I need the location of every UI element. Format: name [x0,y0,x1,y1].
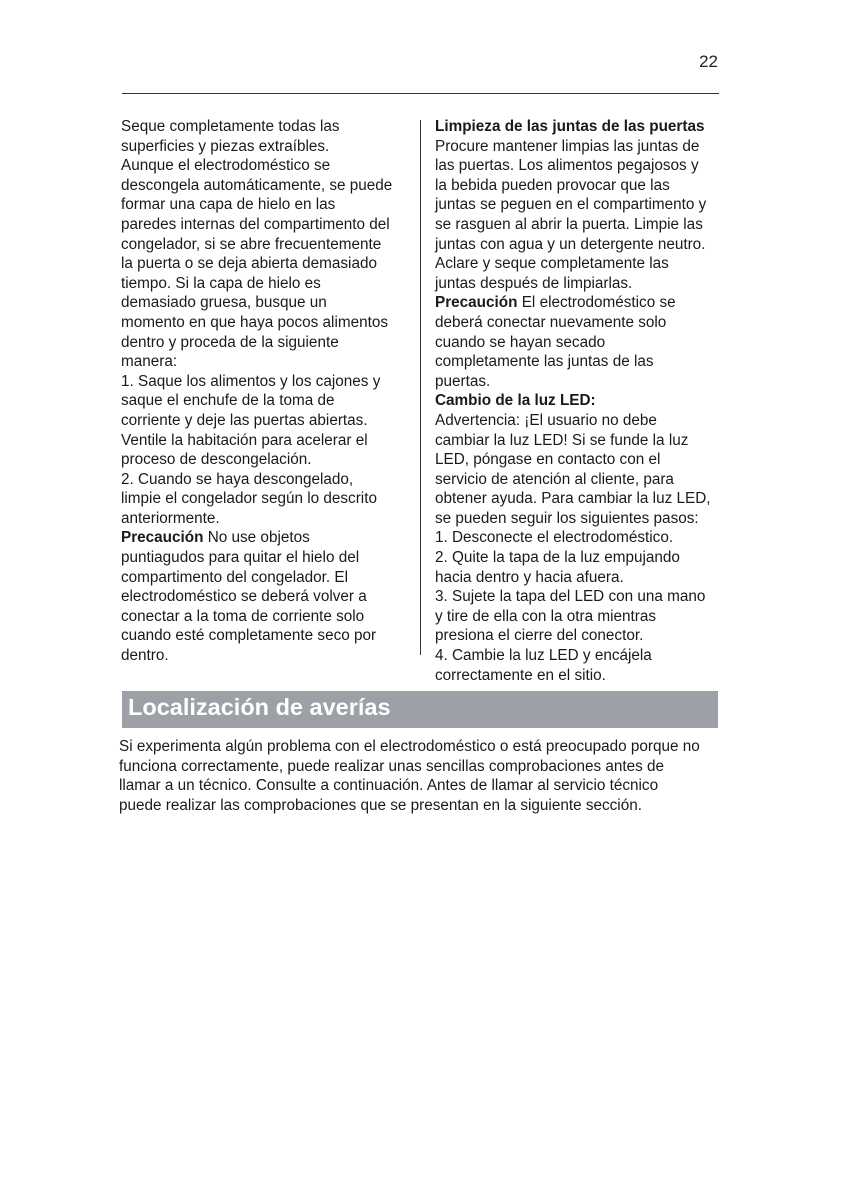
text-line [121,568,408,588]
line-text: paredes internas del compartimento del [121,215,390,233]
line-text: hacia dentro y hacia afuera. [435,568,624,586]
text-line [121,470,408,490]
line-text: 2. Quite la tapa de la luz empujando [435,549,680,567]
text-line [121,293,408,313]
text-line [121,372,408,392]
line-text: anteriormente. [121,509,220,527]
text-line [435,470,719,490]
text-line [121,509,408,529]
line-text: congelador, si se abre frecuentemente [121,235,382,253]
bold-heading: Precaución [121,529,204,547]
line-text: superficies y piezas extraíbles. [121,137,330,155]
text-line [121,117,408,137]
line-text: completamente las juntas de las [435,353,654,371]
line-text: la bebida pueden provocar que las [435,176,670,194]
text-line [435,528,719,548]
text-line [435,333,719,353]
line-text: 1. Saque los alimentos y los cajones y [121,372,381,390]
troubleshooting-intro [119,737,729,815]
intro-line: Si experimenta algún problema con el electrodoméstico o está preocupado porque no [119,738,700,755]
text-line [121,411,408,431]
line-text: descongela automáticamente, se puede [121,176,393,194]
line-text: se rasguen al abrir la puerta. Limpie las [435,215,703,233]
text-line [121,646,408,666]
text-line [121,431,408,451]
line-text: saque el enchufe de la toma de [121,392,335,410]
line-text: presiona el cierre del conector. [435,627,644,645]
text-line [435,235,719,255]
section-banner [122,691,718,728]
text-line [435,431,719,451]
section-title: Localización de averías [128,694,391,720]
line-text: la puerta o se deja abierta demasiado [121,255,377,273]
line-text: obtener ayuda. Para cambiar la luz LED, [435,490,711,508]
bold-heading: Limpieza de las juntas de las puertas [435,118,705,135]
text-line [435,568,719,588]
text-line [435,274,719,294]
line-text: LED, póngase en contacto con el [435,451,661,469]
line-text: compartimento del congelador. El [121,568,349,586]
text-line [435,666,719,686]
bold-heading: Cambio de la luz LED: [435,392,596,410]
text-line [121,137,408,157]
text-line [435,156,719,176]
text-line [435,626,719,646]
line-text: cuando esté completamente seco por [121,627,377,645]
line-text: proceso de descongelación. [121,451,312,469]
text-line [121,274,408,294]
line-text: momento en que haya pocos alimentos [121,313,389,331]
text-line [435,293,719,313]
line-text: Ventile la habitación para acelerar el [121,431,368,449]
text-line [121,176,408,196]
line-text: 2. Cuando se haya descongelado, [121,470,354,488]
line-text: 4. Cambie la luz LED y encájela [435,647,652,665]
line-text: y tire de ella con la otra mientras [435,607,657,625]
text-line [121,195,408,215]
line-text: 3. Sujete la tapa del LED con una mano [435,588,706,606]
text-line [121,587,408,607]
line-text: Advertencia: ¡El usuario no debe [435,411,657,429]
text-line [121,528,408,548]
header-rule [122,93,719,94]
text-line [121,215,408,235]
line-text: Aclare y seque completamente las [435,255,669,273]
text-line [435,372,719,392]
left-column [121,117,408,666]
line-text: juntas después de limpiarlas. [435,274,633,292]
text-line [121,450,408,470]
right-column [435,117,719,685]
text-line [435,450,719,470]
text-line [121,391,408,411]
text-line [435,548,719,568]
text-line [435,176,719,196]
text-line [121,313,408,333]
text-line [121,352,408,372]
line-text: demasiado gruesa, busque un [121,294,327,312]
text-line [121,235,408,255]
line-text: las puertas. Los alimentos pegajosos y [435,157,699,175]
line-text: puertas. [435,372,491,390]
text-line [435,587,719,607]
line-text: electrodoméstico se deberá volver a [121,588,367,606]
line-text: 1. Desconecte el electrodoméstico. [435,529,674,547]
line-text: Aunque el electrodoméstico se [121,157,331,175]
text-line [435,489,719,509]
text-line [121,548,408,568]
text-line [121,489,408,509]
line-text: dentro y proceda de la siguiente [121,333,339,351]
text-line [435,254,719,274]
line-text: limpie el congelador según lo descrito [121,490,377,508]
text-line [435,137,719,157]
text-line [435,195,719,215]
text-line [435,391,719,411]
text-line [435,607,719,627]
intro-line: puede realizar las comprobaciones que se presentan en la siguiente sección. [119,796,642,814]
line-text: corriente y deje las puertas abiertas. [121,411,368,429]
line-text: cuando se hayan secado [435,333,606,351]
intro-line: llamar a un técnico. Consulte a continuación. Antes de llamar al servicio técnico [119,777,659,795]
line-text: Seque completamente todas las [121,118,340,135]
line-text: manera: [121,353,178,371]
line-text: cambiar la luz LED! Si se funde la luz [435,431,689,449]
line-text: correctamente en el sitio. [435,666,606,684]
text-line [121,626,408,646]
line-text: juntas con agua y un detergente neutro. [435,235,706,253]
bold-heading: Precaución [435,294,518,312]
line-text: servicio de atención al cliente, para [435,470,674,488]
text-line [435,117,719,137]
line-text: se pueden seguir los siguientes pasos: [435,509,699,527]
line-text: dentro. [121,647,169,665]
text-line [121,254,408,274]
text-line [435,646,719,666]
line-text: formar una capa de hielo en las [121,196,336,214]
page-number: 22 [699,52,718,71]
text-line [435,352,719,372]
text-line [435,313,719,333]
line-text: conectar a la toma de corriente solo [121,607,365,625]
text-line [435,509,719,529]
line-text: El electrodoméstico se [517,294,676,312]
line-text: tiempo. Si la capa de hielo es [121,274,321,292]
text-line [121,333,408,353]
column-divider [420,120,421,655]
line-text: juntas se peguen en el compartimento y [435,196,707,214]
line-text: deberá conectar nuevamente solo [435,313,667,331]
line-text: Procure mantener limpias las juntas de [435,137,700,155]
intro-line: funciona correctamente, puede realizar unas sencillas comprobaciones antes de [119,757,665,775]
line-text: puntiagudos para quitar el hielo del [121,549,360,567]
line-text: No use objetos [203,529,310,547]
text-line [435,215,719,235]
text-line [435,411,719,431]
text-line [121,156,408,176]
text-line [121,607,408,627]
